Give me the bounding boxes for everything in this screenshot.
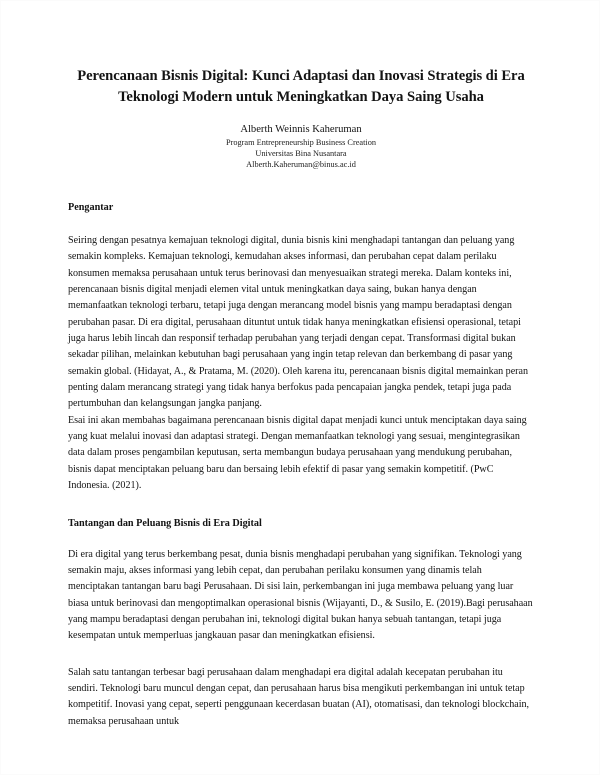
author-email: Alberth.Kaheruman@binus.ac.id: [246, 160, 356, 169]
paragraph-pengantar-2: Esai ini akan membahas bagaimana perencanaan bisnis digital dapat menjadi kunci untuk menciptakan daya saing yang kuat melalui inovasi dan adaptasi strategi. Dengan memanfaatkan teknologi yang sesuai, mengintegrasikan data dalam proses pengambilan keputusan, serta membangun budaya perusahaan yang mendukung perubahan, bisnis dapat menciptakan peluang baru dan bersaing lebih efektif di pasar yang semakin kompetitif. (PwC Indonesia. (2021).: [68, 414, 527, 492]
section-heading-pengantar: Pengantar: [68, 202, 114, 213]
author-institution: Universitas Bina Nusantara: [255, 149, 347, 158]
page-title: Perencanaan Bisnis Digital: Kunci Adaptasi dan Inovasi Strategis di Era Teknologi Modern untuk Meningkatkan Daya Saing Usaha: [77, 68, 525, 105]
paragraph-tantangan-2: Salah satu tantangan terbesar bagi perusahaan dalam menghadapi era digital adalah kecepatan perubahan itu sendiri. Teknologi baru muncul dengan cepat, dan perusahaan harus bisa mengikuti perkembangan ini untuk tetap kompetitif. Inovasi yang cepat, seperti penggunaan kecerdasan buatan (AI), otomatisasi, dan teknologi blockchain, memaksa perusahaan untuk: [68, 666, 530, 727]
section-heading-tantangan: Tantangan dan Peluang Bisnis di Era Digital: [68, 517, 262, 529]
author-block: [68, 123, 534, 170]
paragraph-pengantar-1: Seiring dengan pesatnya kemajuan teknologi digital, dunia bisnis kini menghadapi tantangan dan peluang yang semakin kompleks. Kemajuan teknologi, kemudahan akses informasi, dan perubahan cepat dalam perilaku konsumen memaksa perusahaan untuk terus berinovasi dan menyesuaikan strategi mereka. Dalam konteks ini, perencanaan bisnis digital menjadi elemen vital untuk meningkatkan daya saing, bukan hanya dengan memanfaatkan teknologi terbaru, tetapi juga dengan merancang model bisnis yang mampu beradaptasi dengan perubahan pasar. Di era digital, perusahaan dituntut untuk tidak hanya meningkatkan efisiensi operasional, tetapi juga harus lebih lincah dan responsif terhadap perubahan yang terjadi dengan cepat. Transformasi digital bukan sekadar pilihan, melainkan kebutuhan bagi perusahaan yang ingin tetap relevan dan berkembang di pasar yang semakin global. (Hidayat, A., & Pratama, M. (2020). Oleh karena itu, perencanaan bisnis digital memainkan peran penting dalam merancang strategi yang tidak hanya berfokus pada pencapaian jangka pendek, tetapi juga pada pertumbuhan dan kelangsungan jangka panjang.: [68, 235, 528, 410]
paragraph-tantangan-1: Di era digital yang terus berkembang pesat, dunia bisnis menghadapi perubahan yang signifikan. Teknologi yang semakin maju, akses informasi yang lebih cepat, dan perubahan perilaku konsumen yang dinamis telah menciptakan tantangan baru bagi Perusahaan. Di sisi lain, perkembangan ini juga membawa peluang yang luar biasa untuk berinovasi dan mengoptimalkan operasional bisnis (Wijayanti, D., & Susilo, E. (2019).Bagi perusahaan yang mampu beradaptasi dengan perubahan ini, teknologi digital bukan hanya sebuah tantangan, tetapi juga kesempatan untuk memperluas jangkauan pasar dan meningkatkan efisiensi.: [68, 548, 533, 642]
author-name: Alberth Weinnis Kaheruman: [240, 124, 362, 135]
author-program: Program Entrepreneurship Business Creation: [225, 138, 376, 147]
